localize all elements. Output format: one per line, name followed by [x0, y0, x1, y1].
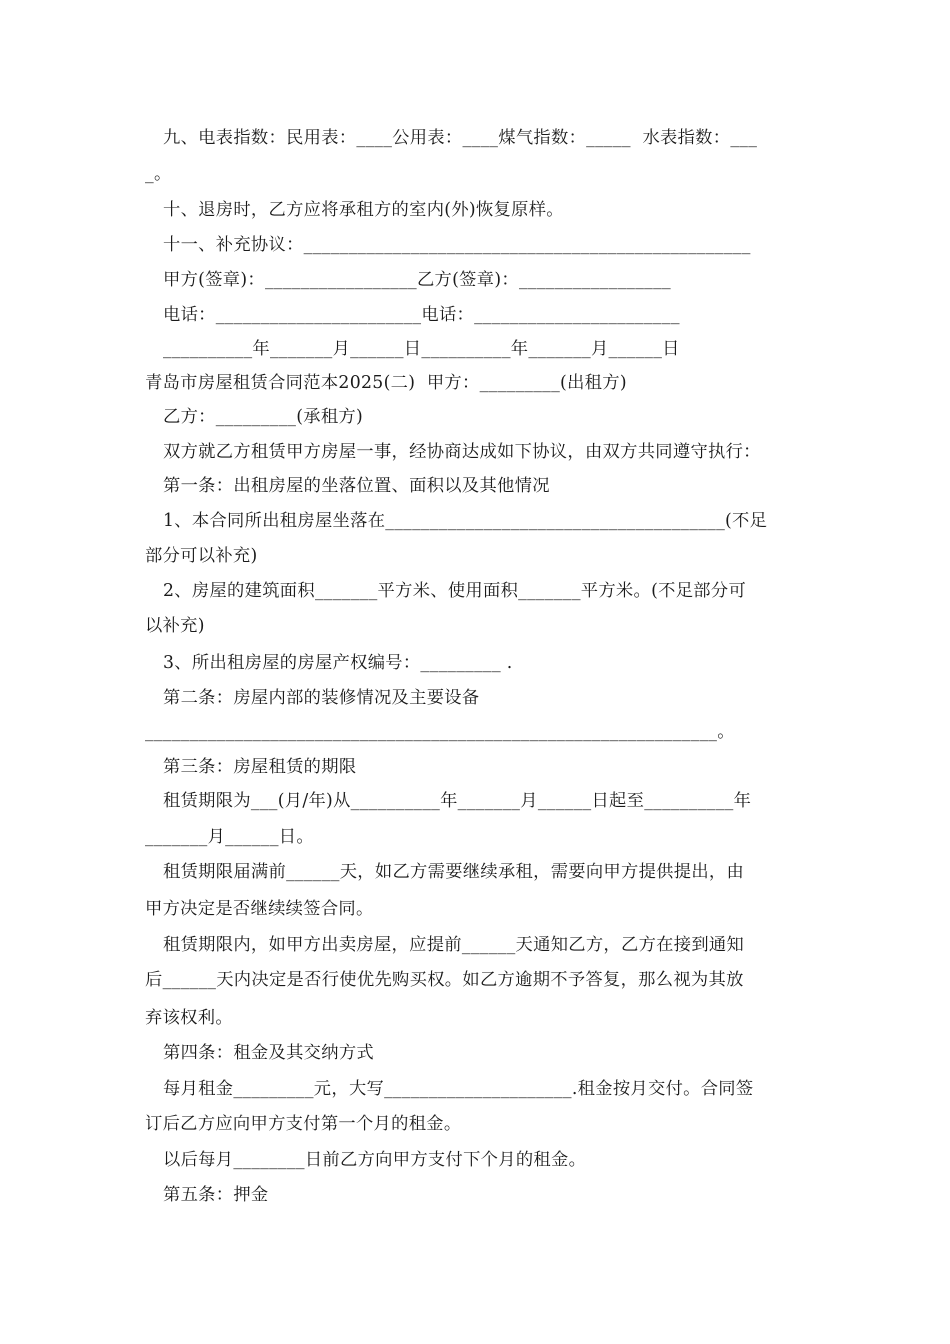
text-line: 租赁期限届满前______天，如乙方需要继续承租，需要向甲方提供提出，由 [163, 862, 745, 882]
text-line: 以后每月________日前乙方向甲方支付下个月的租金。 [163, 1150, 587, 1170]
text-line: 订后乙方应向甲方支付第一个月的租金。 [145, 1114, 462, 1134]
text-line: ________________________________________________________________。 [145, 722, 735, 742]
text-line: 2、房屋的建筑面积_______平方米、使用面积_______平方米。(不足部分可 [163, 581, 747, 601]
text-line: _。 [145, 164, 172, 184]
text-line: 十一、补充协议：__________________________________________________ [163, 235, 751, 255]
text-line: 第四条：租金及其交纳方式 [163, 1043, 374, 1063]
text-line: 每月租金_________元，大写_____________________.租金按月交付。合同签 [163, 1079, 754, 1099]
text-line: __________年_______月______日__________年_______月______日 [163, 339, 680, 359]
text-line: 青岛市房屋租赁合同范本2025(二) 甲方：_________(出租方) [145, 373, 627, 393]
text-line: 后______天内决定是否行使优先购买权。如乙方逾期不予答复，那么视为其放 [145, 970, 744, 990]
text-line: 1、本合同所出租房屋坐落在______________________________________(不足 [163, 511, 768, 531]
text-line: 双方就乙方租赁甲方房屋一事，经协商达成如下协议，由双方共同遵守执行： [163, 442, 761, 462]
text-line: 租赁期限内，如甲方出卖房屋，应提前______天通知乙方，乙方在接到通知 [163, 935, 745, 955]
text-line: 九、电表指数：民用表：____公用表：____煤气指数：_____ 水表指数：___ [163, 128, 758, 148]
text-line: 乙方：_________(承租方) [163, 407, 364, 427]
text-line: 第一条：出租房屋的坐落位置、面积以及其他情况 [163, 476, 550, 496]
text-line: _______月______日。 [145, 827, 314, 847]
text-line: 第五条：押金 [163, 1185, 269, 1205]
text-line: 第二条：房屋内部的装修情况及主要设备 [163, 688, 480, 708]
text-line: 十、退房时，乙方应将承租方的室内(外)恢复原样。 [163, 200, 564, 220]
text-line: 租赁期限为___(月/年)从__________年_______月______日起至__________年 [163, 791, 752, 811]
text-line: 弃该权利。 [145, 1008, 233, 1028]
text-line: 以补充) [145, 616, 205, 636]
text-line: 甲方(签章)：_________________乙方(签章)：_________________ [163, 270, 671, 290]
text-line: 部分可以补充) [145, 546, 258, 566]
text-line: 电话：_______________________电话：_______________________ [163, 305, 680, 325]
text-line: 3、所出租房屋的房屋产权编号：_________ . [163, 653, 513, 673]
text-line: 第三条：房屋租赁的期限 [163, 757, 357, 777]
text-line: 甲方决定是否继续续签合同。 [145, 899, 374, 919]
